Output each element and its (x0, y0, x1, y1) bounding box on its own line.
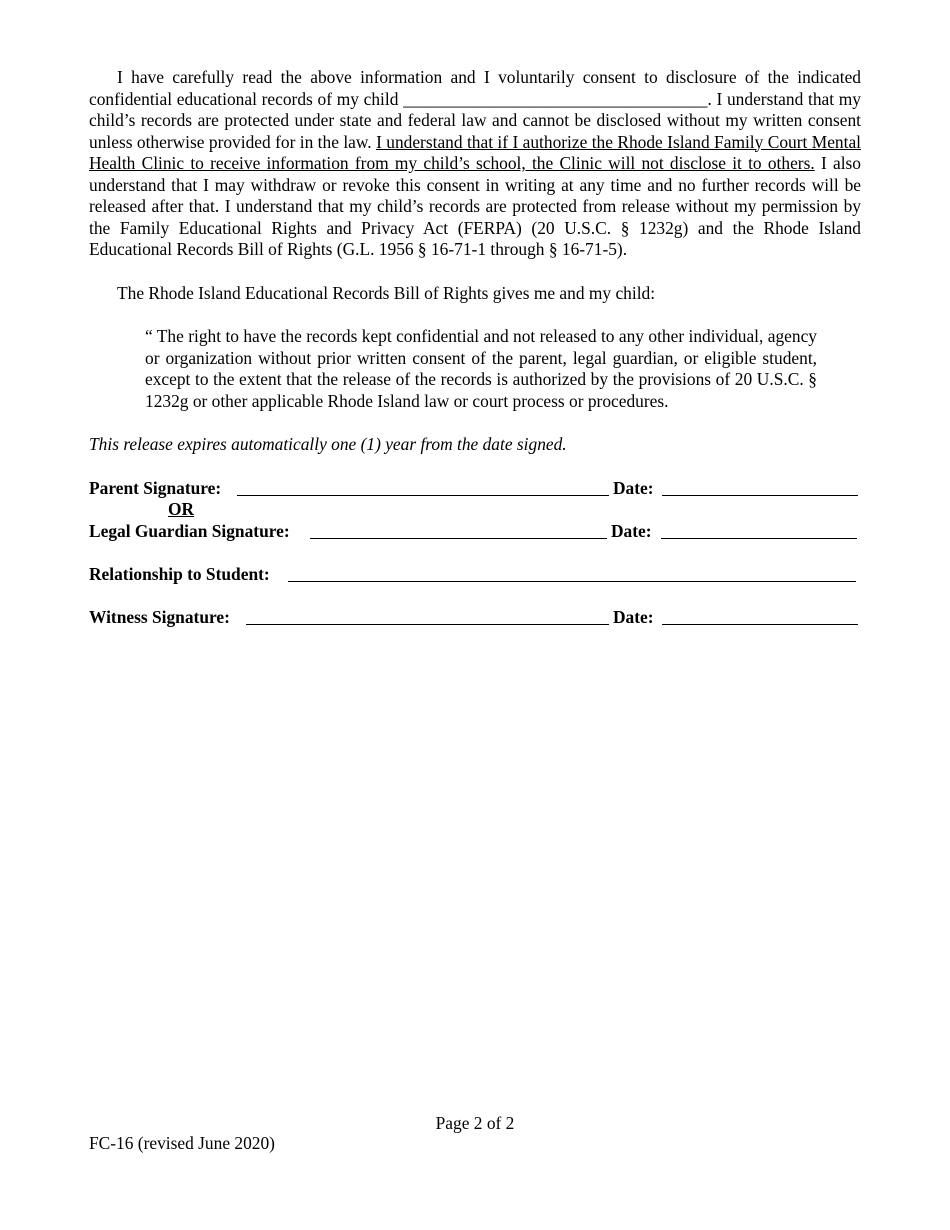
consent-text-part1: I have carefully read the above information and I voluntarily consent to disclosure of the indicated confidential educational records of my child (89, 67, 861, 109)
guardian-signature-line[interactable] (310, 538, 607, 539)
bill-of-rights-intro: The Rhode Island Educational Records Bill of Rights gives me and my child: (117, 282, 656, 303)
witness-date-line[interactable] (662, 624, 858, 625)
expiry-note: This release expires automatically one (1) year from the date signed. (89, 434, 567, 454)
parent-signature-line[interactable] (237, 495, 609, 496)
witness-signature-row (89, 607, 861, 629)
parent-signature-label: Parent Signature: (89, 477, 222, 498)
witness-signature-line[interactable] (246, 624, 609, 625)
guardian-signature-row (89, 521, 861, 543)
relationship-row (89, 564, 861, 586)
or-label: OR (168, 499, 195, 519)
relationship-line[interactable] (288, 581, 856, 582)
relationship-label: Relationship to Student: (89, 563, 270, 584)
guardian-signature-label: Legal Guardian Signature: (89, 520, 290, 541)
parent-date-line[interactable] (662, 495, 858, 496)
bill-of-rights-quote: “ The right to have the records kept confidential and not released to any other individual, agency or organization without prior written consent of the parent, legal guardian, or eligible student, except to the extent that the release of the records is authorized by the provisions of 20 U.S.C. § 1232g or other applicable Rhode Island law or court process or procedures. (145, 326, 817, 411)
consent-text-part2: . I understand that my child’s records are protected under state and federal law and cannot be disclosed without my written consent unless otherwise provided for in the law. (89, 88, 861, 152)
witness-date-label: Date: (613, 606, 654, 627)
witness-signature-label: Witness Signature: (89, 606, 230, 627)
consent-text-part3: I also understand that I may withdraw or revoke this consent in writing at any time and no further records will be released after that. I understand that my child’s records are protected from release without my permission by the Family Educational Rights and Privacy Act (FERPA) (20 U.S.C. § 1232g) and the Rhode Island Educational Records Bill of Rights (G.L. 1956 § 16-71-1 through § 16-71-5). (89, 153, 861, 259)
document-page (89, 67, 861, 628)
consent-underlined-statement: I understand that if I authorize the Rhode Island Family Court Mental Health Clinic to receive information from my child’s school, the Clinic will not disclose it to others. (89, 131, 861, 173)
parent-signature-row (89, 478, 861, 500)
form-identifier: FC-16 (revised June 2020) (89, 1133, 275, 1153)
guardian-date-line[interactable] (661, 538, 857, 539)
child-name-blank[interactable]: ___________________________________ (403, 88, 708, 109)
parent-date-label: Date: (613, 477, 654, 498)
page-number: Page 2 of 2 (435, 1113, 515, 1133)
consent-paragraph (89, 67, 861, 261)
or-separator (89, 499, 861, 521)
guardian-date-label: Date: (611, 520, 652, 541)
